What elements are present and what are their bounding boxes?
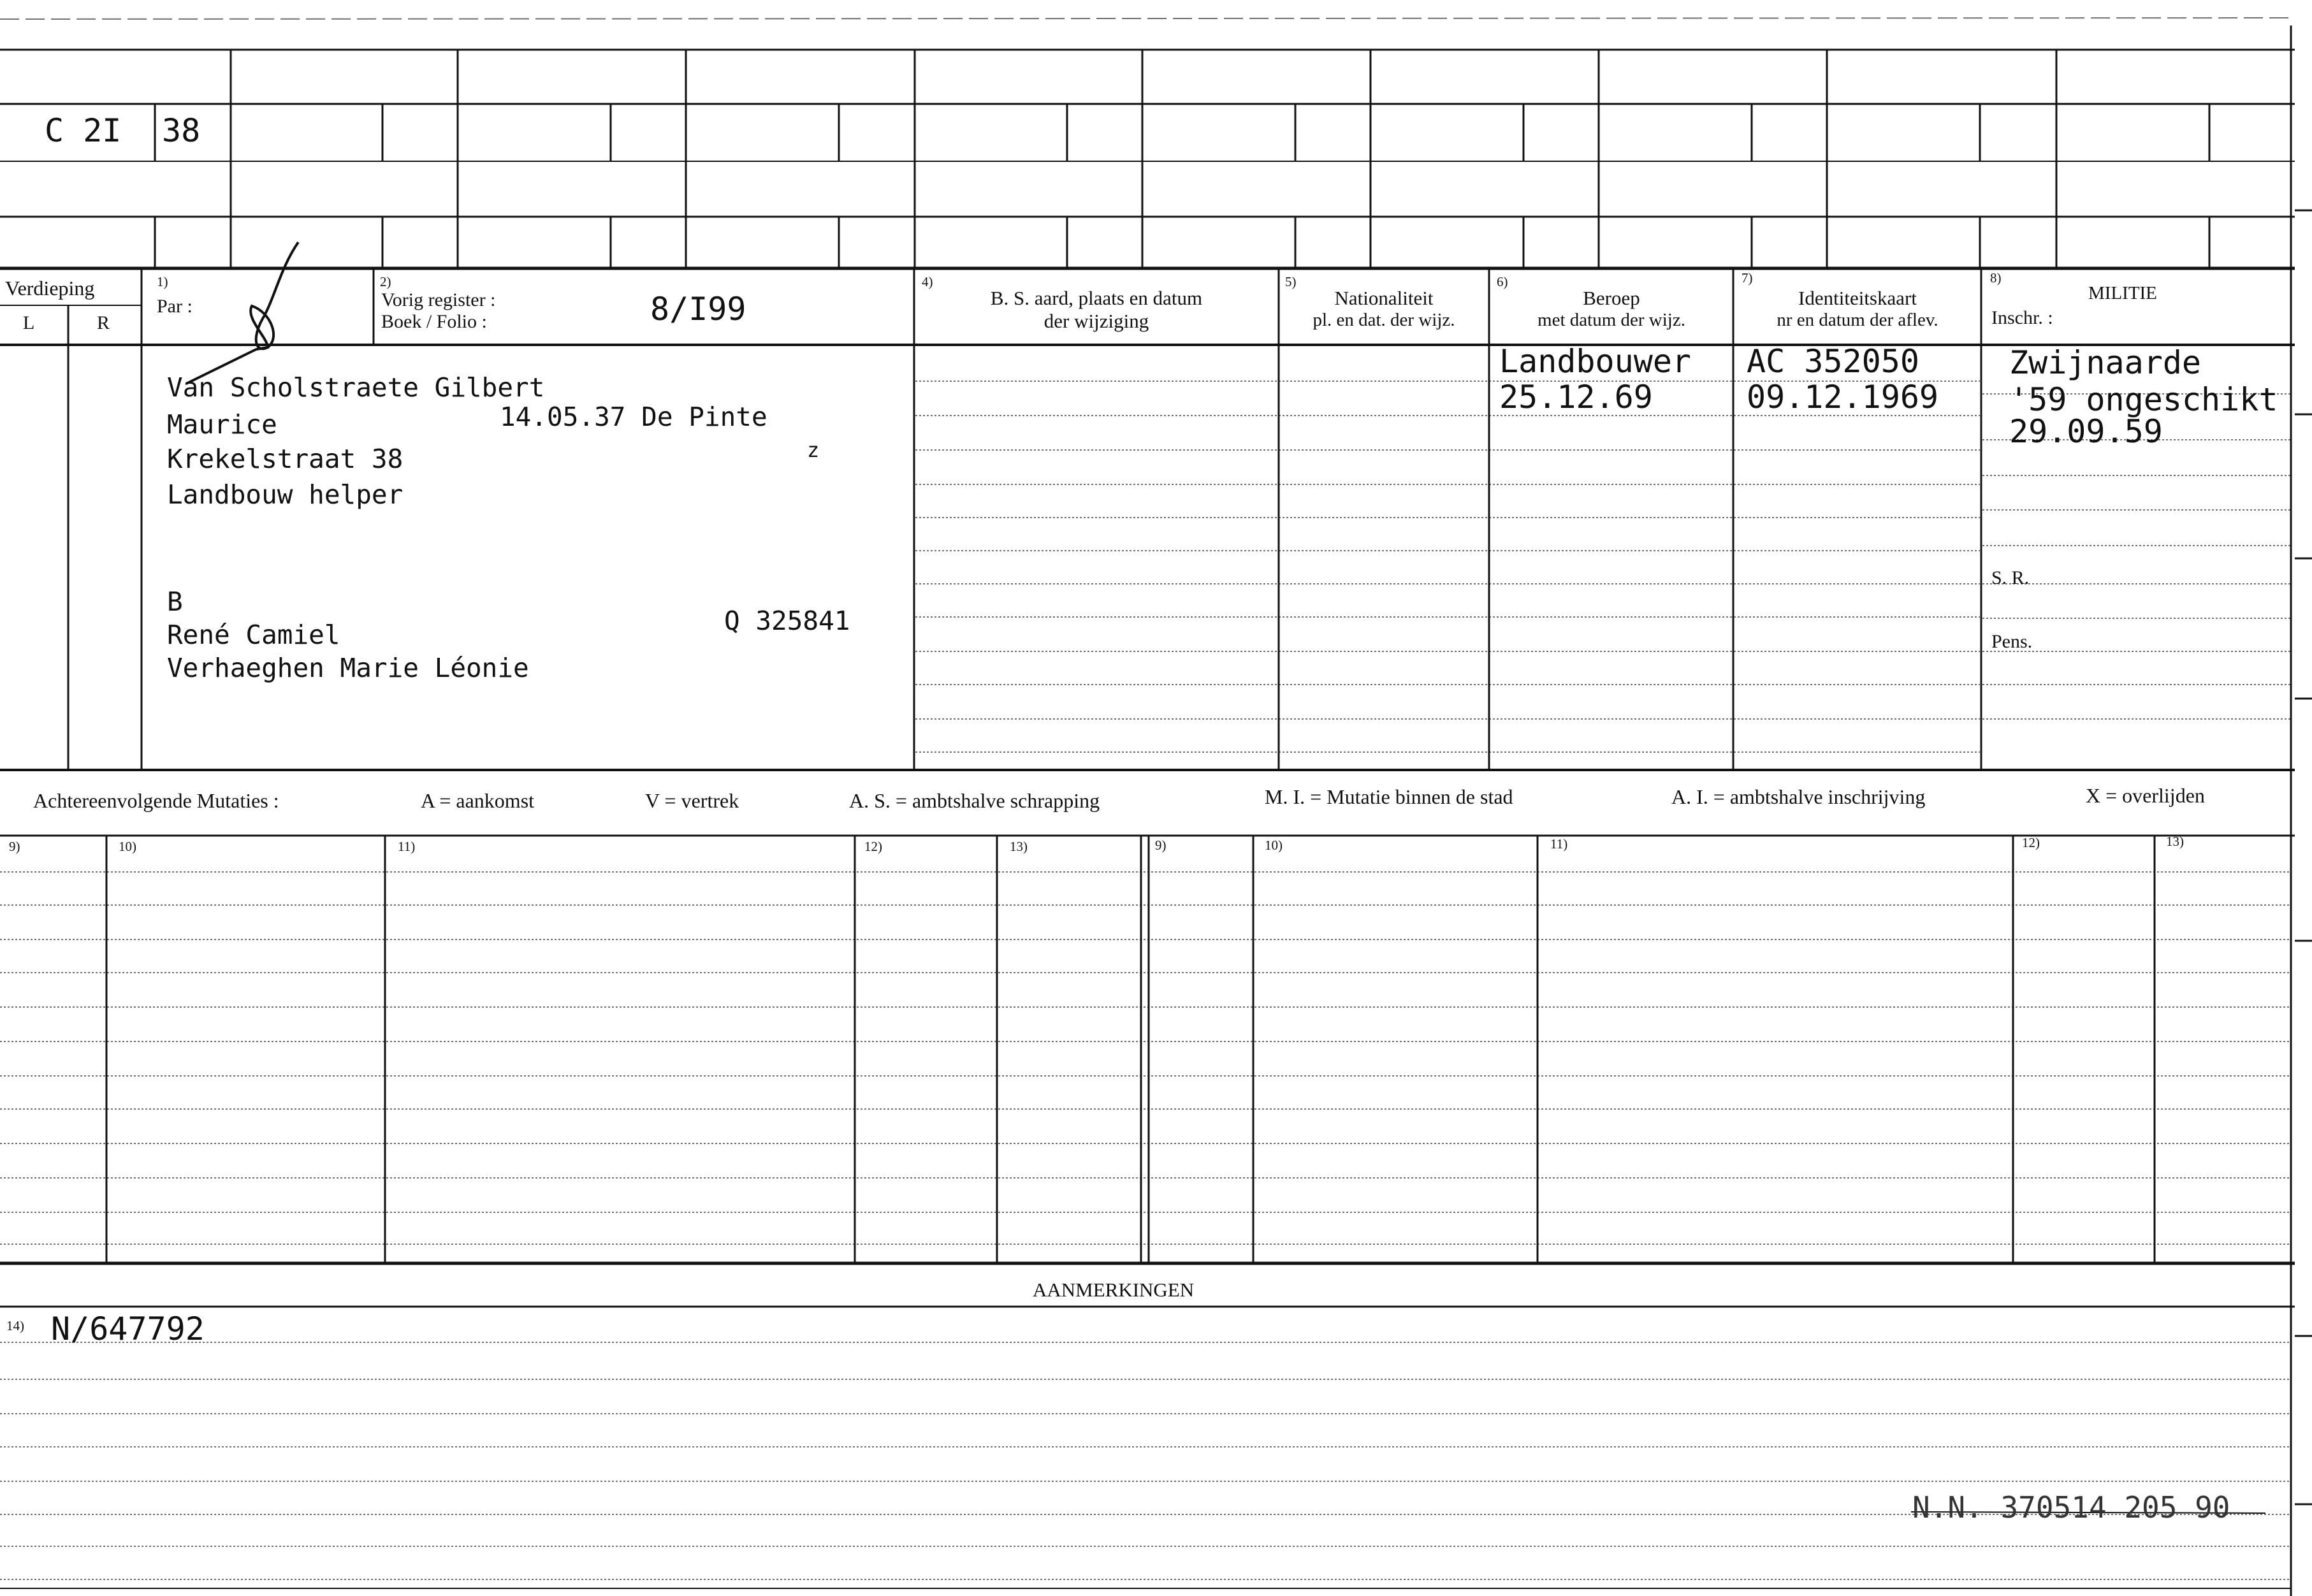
person-name: Van Scholstraete Gilbert — [167, 372, 545, 403]
id-card-date: 09.12.1969 — [1747, 379, 1939, 416]
field-number-8: 8) — [1990, 270, 2002, 286]
mutation-col-10-right: 10) — [1265, 838, 1283, 853]
mutaties-label: Achtereenvolgende Mutaties : — [33, 789, 279, 812]
field-number-1: 1) — [157, 274, 168, 289]
sr-label: S. R. — [1991, 567, 2030, 588]
file-code: C 2I — [45, 112, 122, 149]
mutation-col-12-right: 12) — [2022, 835, 2040, 850]
file-number: 38 — [162, 112, 201, 149]
person-father: René Camiel — [167, 620, 340, 650]
nationaliteit-header-line1: Nationaliteit — [1334, 287, 1434, 309]
mutatie-ambtshalve-schrapping: A. S. = ambtshalve schrapping — [849, 789, 1100, 812]
beroep-header-line1: Beroep — [1583, 287, 1640, 309]
z-mark: z — [807, 438, 820, 462]
mutatie-vertrek: V = vertrek — [645, 789, 739, 812]
par-label: Par : — [157, 296, 193, 317]
q-number: Q 325841 — [724, 606, 850, 636]
person-mother: Verhaeghen Marie Léonie — [167, 653, 529, 683]
mutation-col-11-left: 11) — [398, 839, 416, 854]
verdieping-left-label: L — [23, 312, 35, 333]
bs-header-line1: B. S. aard, plaats en datum — [990, 287, 1203, 309]
nationaliteit-header-line2: pl. en dat. der wijz. — [1312, 310, 1455, 330]
militie-date: 29.09.59 — [2009, 413, 2163, 450]
person-second-name: Maurice — [167, 409, 277, 440]
mutatie-aankomst: A = aankomst — [421, 789, 535, 812]
mutatie-binnen-stad: M. I. = Mutatie binnen de stad — [1265, 785, 1513, 808]
bs-header-line2: der wijziging — [1043, 310, 1149, 332]
beroep-date: 25.12.69 — [1499, 379, 1653, 416]
person-status: B — [167, 586, 183, 617]
militie-place: Zwijnaarde — [2009, 344, 2202, 381]
person-occupation: Landbouw helper — [167, 479, 404, 510]
identiteitskaart-header-line1: Identiteitskaart — [1798, 287, 1917, 309]
nn-number: N.N. 370514 205 90 — [1912, 1490, 2230, 1525]
boek-folio-value: 8/I99 — [650, 291, 746, 328]
person-address: Krekelstraat 38 — [167, 444, 404, 474]
mutatie-ambtshalve-inschrijving: A. I. = ambtshalve inschrijving — [1671, 785, 1926, 808]
mutation-col-9-right: 9) — [1155, 838, 1167, 853]
mutation-col-11-right: 11) — [1550, 836, 1568, 852]
person-birth: 14.05.37 De Pinte — [500, 402, 767, 432]
mutation-col-10-left: 10) — [119, 839, 136, 854]
beroep-header-line2: met datum der wijz. — [1538, 310, 1685, 330]
aanmerkingen-title: AANMERKINGEN — [1033, 1279, 1195, 1301]
identiteitskaart-header-line2: nr en datum der aflev. — [1777, 310, 1938, 330]
boek-folio-label: Boek / Folio : — [381, 311, 487, 332]
field-number-2: 2) — [380, 274, 391, 289]
verdieping-label: Verdieping — [5, 277, 95, 300]
field-number-6: 6) — [1497, 274, 1508, 289]
mutation-col-9-left: 9) — [9, 839, 20, 854]
mutation-col-12-left: 12) — [864, 839, 882, 854]
aanmerkingen-value: N/647792 — [51, 1310, 205, 1347]
vorig-register-label: Vorig register : — [381, 289, 496, 310]
field-number-5: 5) — [1285, 274, 1297, 289]
verdieping-right-label: R — [97, 312, 110, 333]
mutatie-overlijden: X = overlijden — [2086, 784, 2205, 807]
id-card-number: AC 352050 — [1747, 343, 1919, 380]
field-number-14: 14) — [6, 1318, 24, 1333]
field-number-7: 7) — [1741, 270, 1753, 286]
beroep-value: Landbouwer — [1499, 343, 1692, 380]
inschr-label: Inschr. : — [1991, 307, 2053, 328]
militie-status: '59 ongeschikt — [2009, 381, 2278, 418]
mutation-col-13-left: 13) — [1010, 839, 1028, 854]
field-number-4: 4) — [922, 274, 933, 289]
militie-label: MILITIE — [2088, 283, 2157, 303]
pens-label: Pens. — [1991, 631, 2033, 652]
mutation-col-13-right: 13) — [2166, 834, 2184, 849]
